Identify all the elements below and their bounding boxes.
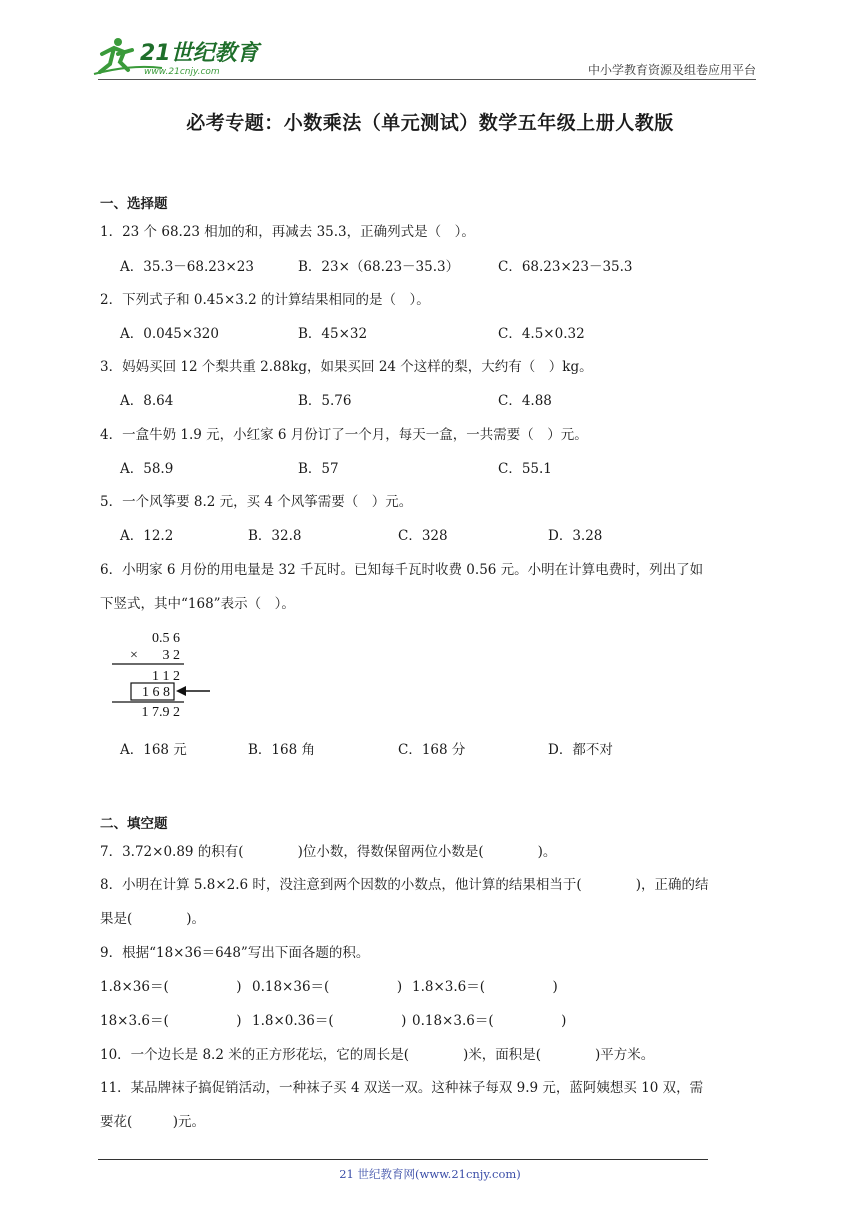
footer-divider [98, 1159, 708, 1160]
final-product: 1 7.9 2 [141, 705, 180, 720]
question-4: 4．一盒牛奶 1.9 元，小红家 6 月份订了一个月，每天一盒，一共需要（ ）元。 [100, 427, 588, 443]
question-8-line1: 8．小明在计算 5.8×2.6 时，没注意到两个因数的小数点，他计算的结果相当于( )，正确的结 [100, 877, 709, 893]
logo-url: www.21cnjy.com [144, 67, 220, 77]
q9-row2-item3: 0.18×3.6＝( ) [412, 1013, 567, 1029]
q1-option-c: C．68.23×23－35.3 [498, 259, 633, 275]
q2-option-b: B．45×32 [298, 326, 368, 342]
q3-option-a: A．8.64 [120, 393, 174, 409]
question-11-line1: 11．某品牌袜子搞促销活动，一种袜子买 4 双送一双。这种袜子每双 9.9 元，蓝阿姨想买 10 双，需 [100, 1080, 704, 1096]
q4-option-c: C．55.1 [498, 461, 552, 477]
question-9: 9．根据“18×36＝648”写出下面各题的积。 [100, 945, 370, 961]
footer-text[interactable]: 21 世纪教育网(www.21cnjy.com) [339, 1167, 521, 1181]
q3-option-c: C．4.88 [498, 393, 552, 409]
logo [92, 34, 262, 80]
q3-option-b: B．5.76 [298, 393, 352, 409]
q6-option-b: B．168 角 [248, 742, 315, 758]
question-8-line2: 果是( )。 [100, 911, 206, 927]
question-6-line2: 下竖式，其中“168”表示（ ）。 [100, 596, 295, 612]
q5-option-a: A．12.2 [120, 528, 174, 544]
q9-row1-item3: 1.8×3.6＝( ) [412, 979, 558, 995]
section-heading-choice: 一、选择题 [100, 196, 168, 212]
multiplier: 3 2 [162, 648, 180, 663]
question-3: 3．妈妈买回 12 个梨共重 2.88kg，如果买回 24 个这样的梨，大约有（ ）kg。 [100, 359, 593, 375]
partial-product-2: 1 6 8 [142, 685, 170, 700]
question-1: 1．23 个 68.23 相加的和，再减去 35.3，正确列式是（ ）。 [100, 224, 475, 240]
q9-row2-item1: 18×3.6＝( ) [100, 1013, 242, 1029]
multiplicand: 0.5 6 [152, 631, 180, 646]
q4-option-a: A．58.9 [120, 461, 174, 477]
q4-option-b: B．57 [298, 461, 339, 477]
header-divider [98, 79, 756, 80]
times-sign: × [130, 648, 138, 663]
question-10: 10．一个边长是 8.2 米的正方形花坛，它的周长是( )米，面积是( )平方米。 [100, 1047, 655, 1063]
q6-option-a: A．168 元 [120, 742, 187, 758]
q6-option-d: D．都不对 [548, 742, 613, 758]
q9-row1-item1: 1.8×36＝( ) [100, 979, 242, 995]
q9-row1-item2: 0.18×36＝( ) [252, 979, 403, 995]
q1-option-a: A．35.3－68.23×23 [120, 259, 254, 275]
page-title: 必考专题：小数乘法（单元测试）数学五年级上册人教版 [186, 112, 674, 134]
q5-option-d: D．3.28 [548, 528, 603, 544]
q2-option-c: C．4.5×0.32 [498, 326, 585, 342]
arrow-left-icon [176, 686, 210, 696]
q5-option-c: C．328 [398, 528, 448, 544]
question-7: 7．3.72×0.89 的积有( )位小数，得数保留两位小数是( )。 [100, 844, 557, 860]
q9-row2-item2: 1.8×0.36＝( ) [252, 1013, 407, 1029]
q5-option-b: B．32.8 [248, 528, 302, 544]
vertical-multiplication [108, 628, 218, 723]
question-11-line2: 要花( )元。 [100, 1114, 206, 1130]
q2-option-a: A．0.045×320 [120, 326, 219, 342]
q1-option-b: B．23×（68.23－35.3） [298, 259, 460, 275]
partial-product-1: 1 1 2 [152, 669, 180, 684]
question-5: 5．一个风筝要 8.2 元，买 4 个风筝需要（ ）元。 [100, 494, 413, 510]
question-6-line1: 6．小明家 6 月份的用电量是 32 千瓦时。已知每千瓦时收费 0.56 元。小明在计算电费时，列出了如 [100, 562, 704, 578]
section-heading-fill: 二、填空题 [100, 816, 168, 832]
question-2: 2．下列式子和 0.45×3.2 的计算结果相同的是（ ）。 [100, 292, 430, 308]
q6-option-c: C．168 分 [398, 742, 466, 758]
header-platform-text: 中小学教育资源及组卷应用平台 [587, 63, 756, 77]
logo-text: 21世纪教育 [140, 41, 259, 66]
